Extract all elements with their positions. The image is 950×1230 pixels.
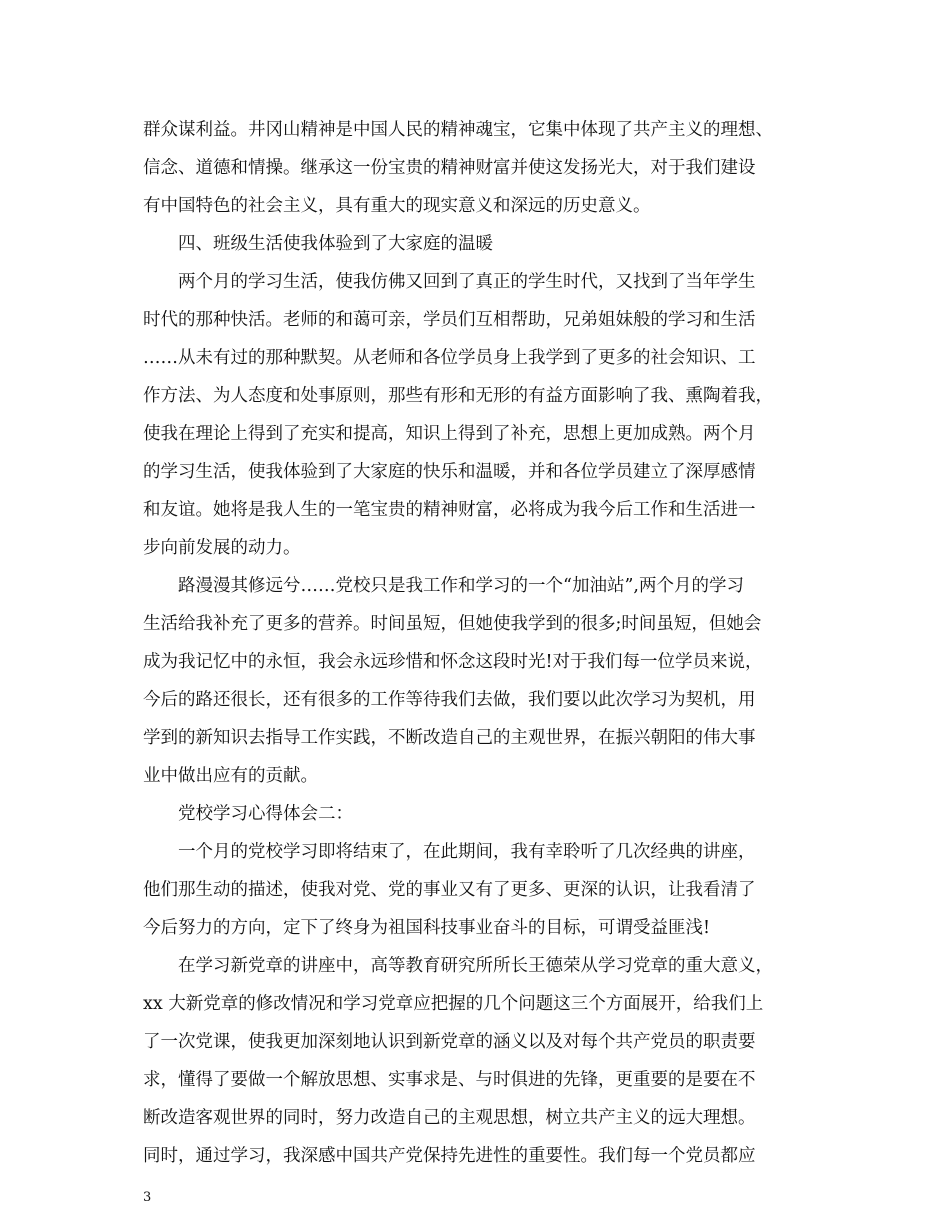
text-line: 今后努力的方向，定下了终身为祖国科技事业奋斗的目标，可谓受益匪浅!	[143, 918, 711, 938]
text-line: 两个月的学习生活，使我仿佛又回到了真正的学生时代，又找到了当年学生	[178, 272, 756, 292]
text-line: 有中国特色的社会主义，具有重大的现实意义和深远的历史意义。	[143, 196, 651, 216]
text-line: 了一次党课，使我更加深刻地认识到新党章的涵义以及对每个共产党员的职责要	[143, 1032, 756, 1052]
section-heading: 四、班级生活使我体验到了大家庭的温暖	[178, 234, 493, 254]
text-line: 时代的那种快活。老师的和蔼可亲，学员们互相帮助，兄弟姐妹般的学习和生活	[143, 310, 756, 330]
text-line: 一个月的党校学习即将结束了，在此期间，我有幸聆听了几次经典的讲座，	[178, 842, 756, 862]
page-number: 3	[143, 1190, 152, 1205]
text-line: 和友谊。她将是我人生的一笔宝贵的精神财富，必将成为我今后工作和生活进一	[143, 500, 756, 520]
text-line: 的学习生活，使我体验到了大家庭的快乐和温暖，并和各位学员建立了深厚感情	[143, 462, 756, 482]
text-line: 求，懂得了要做一个解放思想、实事求是、与时俱进的先锋，更重要的是要在不	[143, 1070, 756, 1090]
text-line: xx 大新党章的修改情况和学习党章应把握的几个问题这三个方面展开，给我们上	[143, 994, 764, 1014]
text-line: 学到的新知识去指导工作实践，不断改造自己的主观世界，在振兴朝阳的伟大事	[143, 728, 756, 748]
text-line: 他们那生动的描述，使我对党、党的事业又有了更多、更深的认识，让我看清了	[143, 880, 756, 900]
text-line: 成为我记忆中的永恒，我会永远珍惜和怀念这段时光!对于我们每一位学员来说，	[143, 652, 763, 672]
text-line: ……从未有过的那种默契。从老师和各位学员身上我学到了更多的社会知识、工	[143, 348, 756, 368]
text-line: 今后的路还很长，还有很多的工作等待我们去做，我们要以此次学习为契机，用	[143, 690, 756, 710]
text-line: 群众谋利益。井冈山精神是中国人民的精神魂宝，它集中体现了共产主义的理想、	[143, 120, 773, 140]
text-line: 步向前发展的动力。	[143, 538, 301, 558]
text-line: 信念、道德和情操。继承这一份宝贵的精神财富并使这发扬光大，对于我们建设	[143, 158, 756, 178]
text-line: 生活给我补充了更多的营养。时间虽短，但她使我学到的很多;时间虽短，但她会	[143, 614, 762, 634]
text-line: 路漫漫其修远兮……党校只是我工作和学习的一个“加油站”,两个月的学习	[178, 576, 744, 596]
text-line: 断改造客观世界的同时，努力改造自己的主观思想，树立共产主义的远大理想。	[143, 1108, 756, 1128]
section-heading: 党校学习心得体会二：	[178, 804, 353, 824]
text-line: 在学习新党章的讲座中，高等教育研究所所长王德荣从学习党章的重大意义，	[178, 956, 773, 976]
text-line: 作方法、为人态度和处事原则，那些有形和无形的有益方面影响了我、熏陶着我，	[143, 386, 773, 406]
text-line: 同时，通过学习，我深感中国共产党保持先进性的重要性。我们每一个党员都应	[143, 1146, 756, 1166]
text-line: 使我在理论上得到了充实和提高，知识上得到了补充，思想上更加成熟。两个月	[143, 424, 756, 444]
text-line: 业中做出应有的贡献。	[143, 766, 318, 786]
